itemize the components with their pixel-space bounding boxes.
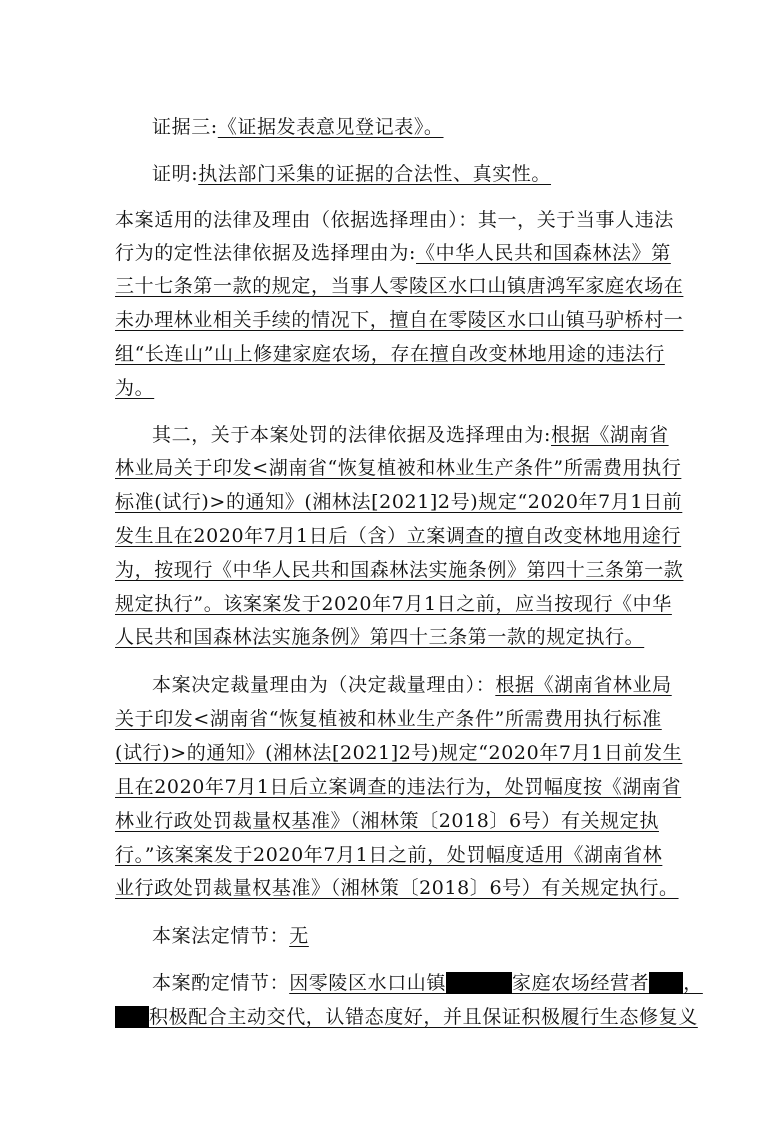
statutory-circumstances-row (152, 923, 309, 949)
law-line-3: 三十七条第一款的规定，当事人零陵区水口山镇唐鸿军家庭农场在 (115, 275, 684, 297)
discretion-line-1 (152, 672, 672, 698)
law-line-2-prefix: 行为的定性法律依据及选择理由为: (115, 242, 417, 264)
discretionary-value-part-2: 家庭农场经营者 (512, 972, 650, 994)
penalty-line-7: 人民共和国森林法实施条例》第四十三条第一款的规定执行。 (115, 626, 645, 648)
law-line-2 (115, 240, 671, 266)
discretionary-line-2-text: 积极配合主动交代，认错态度好，并且保证积极履行生态修复义 (149, 1006, 698, 1028)
evidence-3-label: 证据三: (152, 116, 218, 138)
penalty-line-3: 标准(试行)>的通知》(湘林法[2021]2号)规定“2020年7月1日前 (115, 491, 683, 513)
law-line-1: 本案适用的法律及理由（依据选择理由）：其一，关于当事人违法 (115, 209, 674, 231)
discretion-line-3: (试行)>的通知》(湘林法[2021]2号)规定“2020年7月1日前发生 (115, 742, 683, 764)
penalty-line-1 (152, 422, 669, 448)
penalty-line-4: 发生且在2020年7月1日后（含）立案调查的擅自改变林地用途行 (115, 525, 682, 547)
penalty-line-1-underlined: 根据《湖南省 (551, 424, 669, 446)
redaction-block (115, 1006, 149, 1028)
redaction-block (649, 972, 683, 994)
discretion-line-5: 林业行政处罚裁量权基准》（湘林策〔2018〕6号）有关规定执 (115, 810, 659, 832)
penalty-line-6: 规定执行”。该案案发于2020年7月1日之前，应当按现行《中华 (115, 593, 672, 615)
discretion-line-1-prefix: 本案决定裁量理由为（决定裁量理由）： (152, 674, 496, 696)
law-line-5: 组“长连山”山上修建家庭农场，存在擅自改变林地用途的违法行 (115, 343, 665, 365)
statutory-value: 无 (289, 925, 309, 947)
evidence-3-row (152, 114, 444, 140)
discretionary-circumstances-row (152, 970, 703, 996)
discretionary-value-part-1: 因零陵区水口山镇 (289, 972, 447, 994)
proof-row (152, 161, 551, 187)
law-line-4: 未办理林业相关手续的情况下，擅自在零陵区水口山镇马驴桥村一 (115, 309, 684, 331)
evidence-3-value: 《证据发表意见登记表》。 (217, 116, 444, 138)
law-line-6: 为。 (115, 377, 155, 399)
discretionary-line-2 (115, 1004, 698, 1030)
discretionary-value-part-3: ， (683, 972, 703, 994)
discretion-line-4: 且在2020年7月1日后立案调查的违法行为，处罚幅度按《湖南省 (115, 776, 682, 798)
law-line-2-underlined: 《中华人民共和国森林法》第 (416, 242, 671, 264)
proof-label: 证明: (152, 163, 199, 185)
redaction-block (446, 972, 512, 994)
discretionary-label: 本案酌定情节： (152, 972, 290, 994)
penalty-line-2: 林业局关于印发<湖南省“恢复植被和林业生产条件”所需费用执行 (115, 457, 682, 479)
discretion-line-1-underlined: 根据《湖南省林业局 (495, 674, 672, 696)
statutory-label: 本案法定情节： (152, 925, 290, 947)
discretion-line-2: 关于印发<湖南省“恢复植被和林业生产条件”所需费用执行标准 (115, 708, 662, 730)
penalty-line-5: 为，按现行《中华人民共和国森林法实施条例》第四十三条第一款 (115, 559, 684, 581)
discretion-line-7: 业行政处罚裁量权基准》（湘林策〔2018〕6号）有关规定执行。 (115, 877, 679, 899)
discretion-line-6: 行。”该案案发于2020年7月1日之前，处罚幅度适用《湖南省林 (115, 844, 663, 866)
proof-value: 执法部门采集的证据的合法性、真实性。 (198, 163, 552, 185)
penalty-line-1-prefix: 其二，关于本案处罚的法律依据及选择理由为: (152, 424, 552, 446)
